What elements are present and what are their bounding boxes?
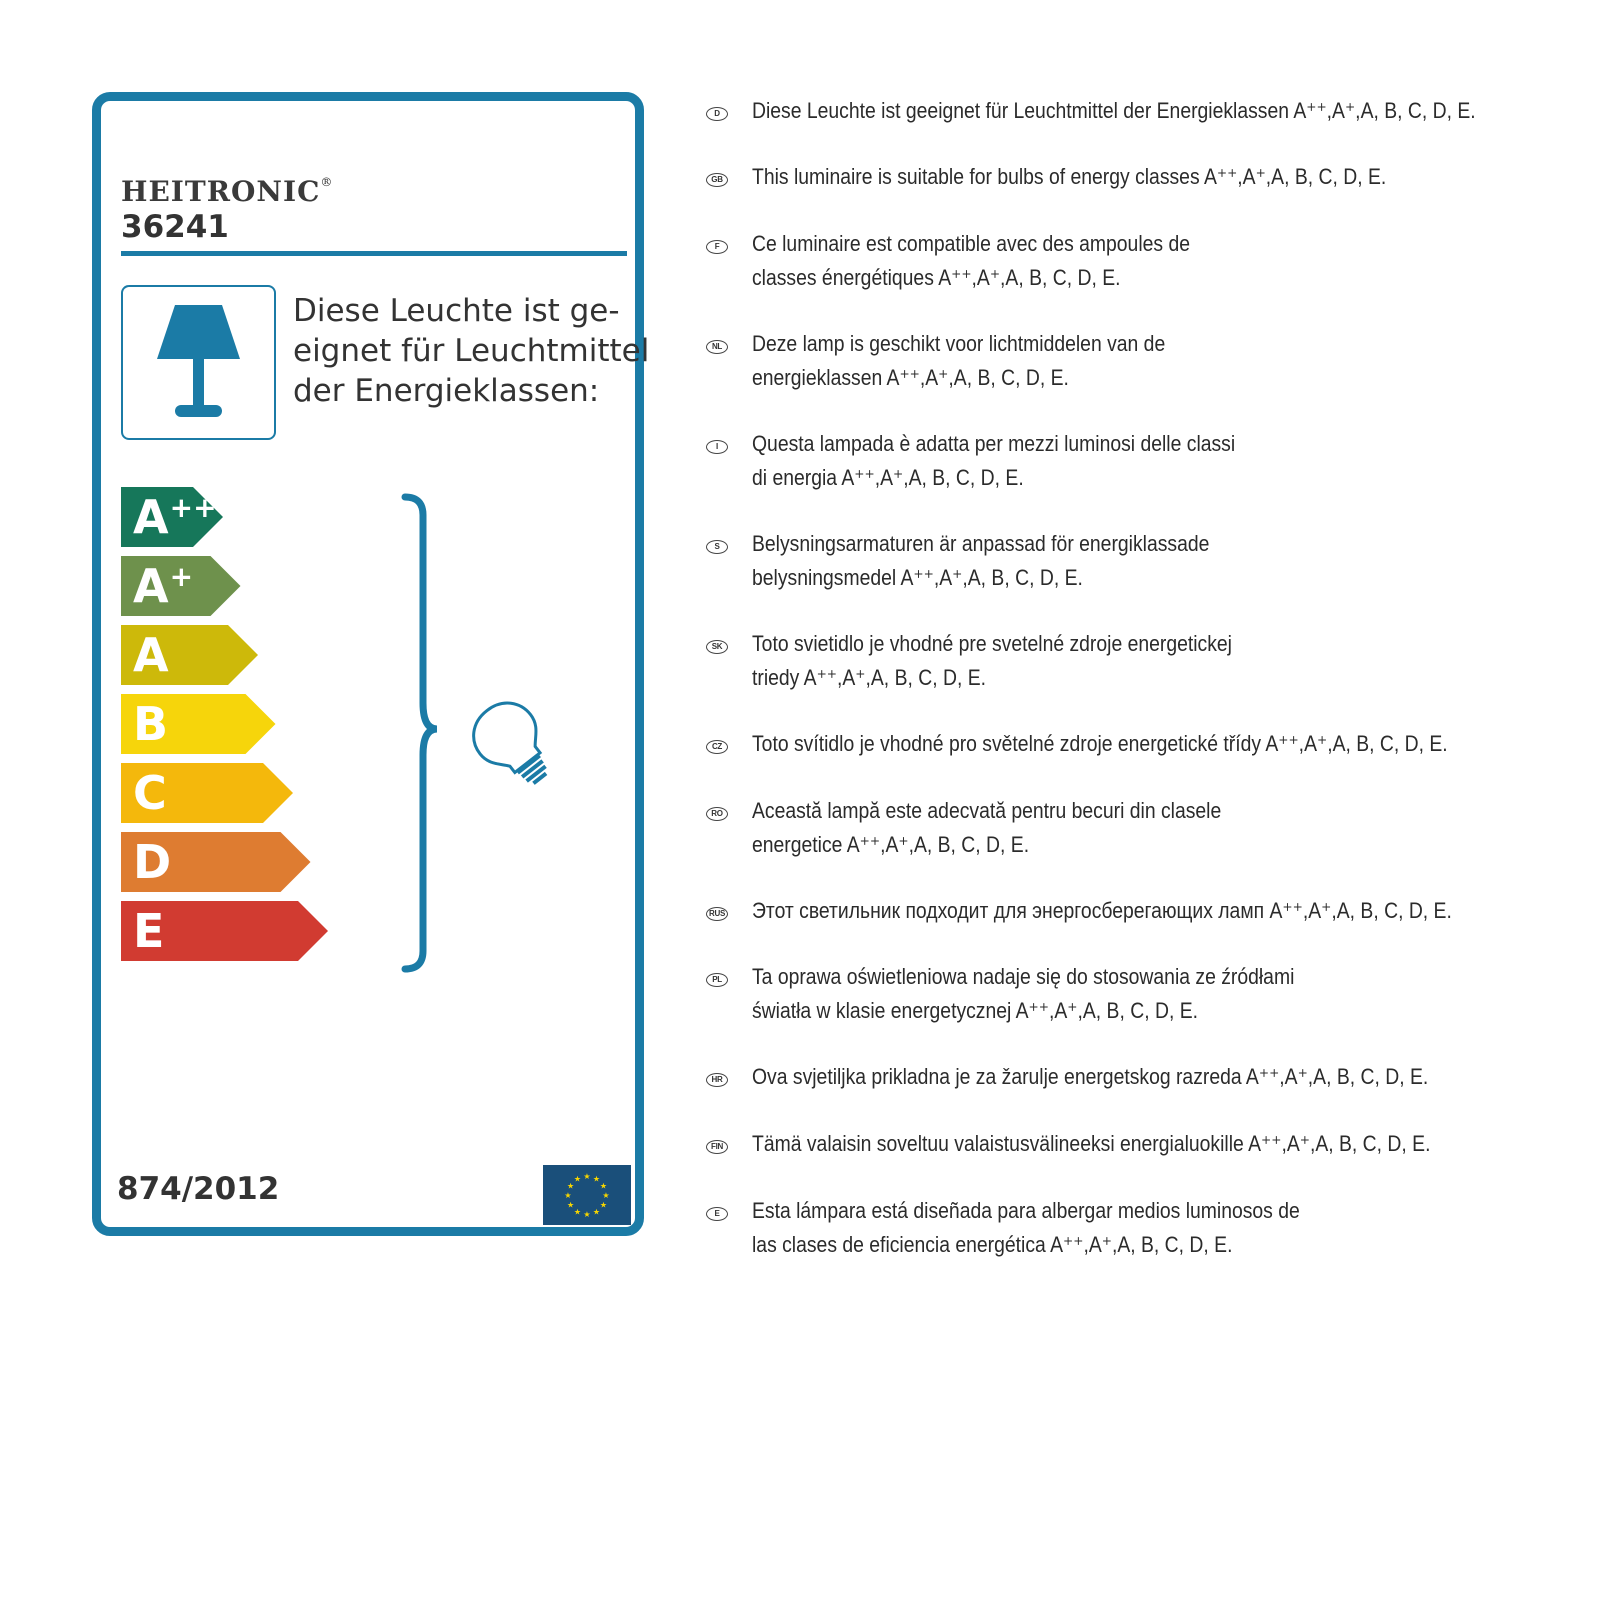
- language-text: Diese Leuchte ist geeignet für Leuchtmittel der Energieklassen A⁺⁺,A⁺,A, B, C, D, E.: [752, 98, 1476, 123]
- energy-class-a-plus-plus: [121, 487, 223, 547]
- energy-class-e: [121, 901, 328, 961]
- language-text: Toto svietidlo je vhodné pre svetelné zdroje energetickej triedy A⁺⁺,A⁺,A, B, C, D, E.: [752, 631, 1232, 690]
- eu-star: ★: [564, 1191, 572, 1200]
- country-code-badge: SK: [706, 640, 728, 654]
- eu-flag-icon: [543, 1165, 631, 1225]
- language-text: Belysningsarmaturen är anpassad för energiklassade belysningsmedel A⁺⁺,A⁺,A, B, C, D, E.: [752, 531, 1210, 590]
- language-text: Esta lámpara está diseñada para albergar medios luminosos de las clases de eficiencia energética A⁺⁺,A⁺,A, B, C, D, E.: [752, 1198, 1300, 1257]
- class-letter: E: [133, 904, 165, 958]
- energy-class-b: [121, 694, 276, 754]
- country-code-badge: S: [706, 540, 728, 554]
- brand-name: HEITRONIC®: [121, 175, 334, 208]
- class-superscript: +: [169, 560, 194, 593]
- eu-star: ★: [573, 1207, 582, 1217]
- light-bulb-icon: [469, 699, 559, 789]
- eu-star: ★: [592, 1174, 601, 1184]
- regulation-number: 874/2012: [117, 1171, 280, 1207]
- language-text: Ova svjetiljka prikladna je za žarulje energetskog razreda A⁺⁺,A⁺,A, B, C, D, E.: [752, 1064, 1429, 1089]
- language-text: Questa lampada è adatta per mezzi luminosi delle classi di energia A⁺⁺,A⁺,A, B, C, D, E.: [752, 431, 1236, 490]
- eu-star: ★: [566, 1181, 575, 1191]
- energy-label: [92, 92, 650, 1236]
- country-code-badge: FIN: [706, 1140, 728, 1154]
- header-divider: [121, 251, 627, 256]
- class-superscript: ++: [169, 491, 217, 524]
- eu-star: ★: [583, 1172, 591, 1181]
- model-number: 36241: [121, 209, 229, 245]
- class-letter: A: [133, 490, 169, 544]
- language-text: Toto svítidlo je vhodné pro světelné zdroje energetické třídy A⁺⁺,A⁺,A, B, C, D, E.: [752, 731, 1448, 756]
- class-letter: B: [133, 697, 169, 751]
- eu-star: ★: [602, 1191, 610, 1200]
- language-text: This luminaire is suitable for bulbs of energy classes A⁺⁺,A⁺,A, B, C, D, E.: [752, 164, 1387, 189]
- language-text: Deze lamp is geschikt voor lichtmiddelen van de energieklassen A⁺⁺,A⁺,A, B, C, D, E.: [752, 331, 1166, 390]
- language-text: Ce luminaire est compatible avec des ampoules de classes énergétiques A⁺⁺,A⁺,A, B, C, D, E.: [752, 231, 1190, 290]
- country-code-badge: RUS: [706, 907, 728, 921]
- energy-class-d: [121, 832, 311, 892]
- energy-class-c: [121, 763, 293, 823]
- class-letter: A: [133, 628, 169, 682]
- country-code-badge: CZ: [706, 740, 728, 754]
- country-code-badge: D: [706, 107, 728, 121]
- country-code-badge: HR: [706, 1073, 728, 1087]
- label-description: Diese Leuchte ist ge- eignet für Leuchtmittel der Energieklassen:: [293, 293, 650, 409]
- eu-star: ★: [599, 1181, 608, 1191]
- class-letter: C: [133, 766, 167, 820]
- language-text: Tämä valaisin soveltuu valaistusvälineeksi energialuokille A⁺⁺,A⁺,A, B, C, D, E.: [752, 1131, 1431, 1156]
- eu-star: ★: [592, 1207, 601, 1217]
- energy-class-a-plus: [121, 556, 241, 616]
- country-code-badge: GB: [706, 173, 728, 187]
- eu-star: ★: [599, 1200, 608, 1210]
- language-text: Această lampă este adecvată pentru becuri din clasele energetice A⁺⁺,A⁺,A, B, C, D, E.: [752, 798, 1222, 857]
- class-letter: A: [133, 559, 169, 613]
- language-text: Этот светильник подходит для энергосберегающих ламп A⁺⁺,A⁺,A, B, C, D, E.: [752, 898, 1452, 923]
- country-code-badge: PL: [706, 973, 728, 987]
- class-letter: D: [133, 835, 172, 889]
- energy-class-a: [121, 625, 258, 685]
- eu-star: ★: [566, 1200, 575, 1210]
- country-code-badge: F: [706, 240, 728, 254]
- table-lamp-icon: [121, 285, 276, 440]
- eu-star: ★: [573, 1174, 582, 1184]
- country-code-badge: I: [706, 440, 728, 454]
- language-text: Ta oprawa oświetleniowa nadaje się do stosowania ze źródłami światła w klasie energetycznej A⁺⁺,A⁺,A, B, C, D, E.: [752, 964, 1295, 1023]
- curly-brace: [401, 493, 441, 973]
- eu-star: ★: [583, 1210, 591, 1219]
- country-code-badge: E: [706, 1207, 728, 1221]
- country-code-badge: RO: [706, 807, 728, 821]
- country-code-badge: NL: [706, 340, 728, 354]
